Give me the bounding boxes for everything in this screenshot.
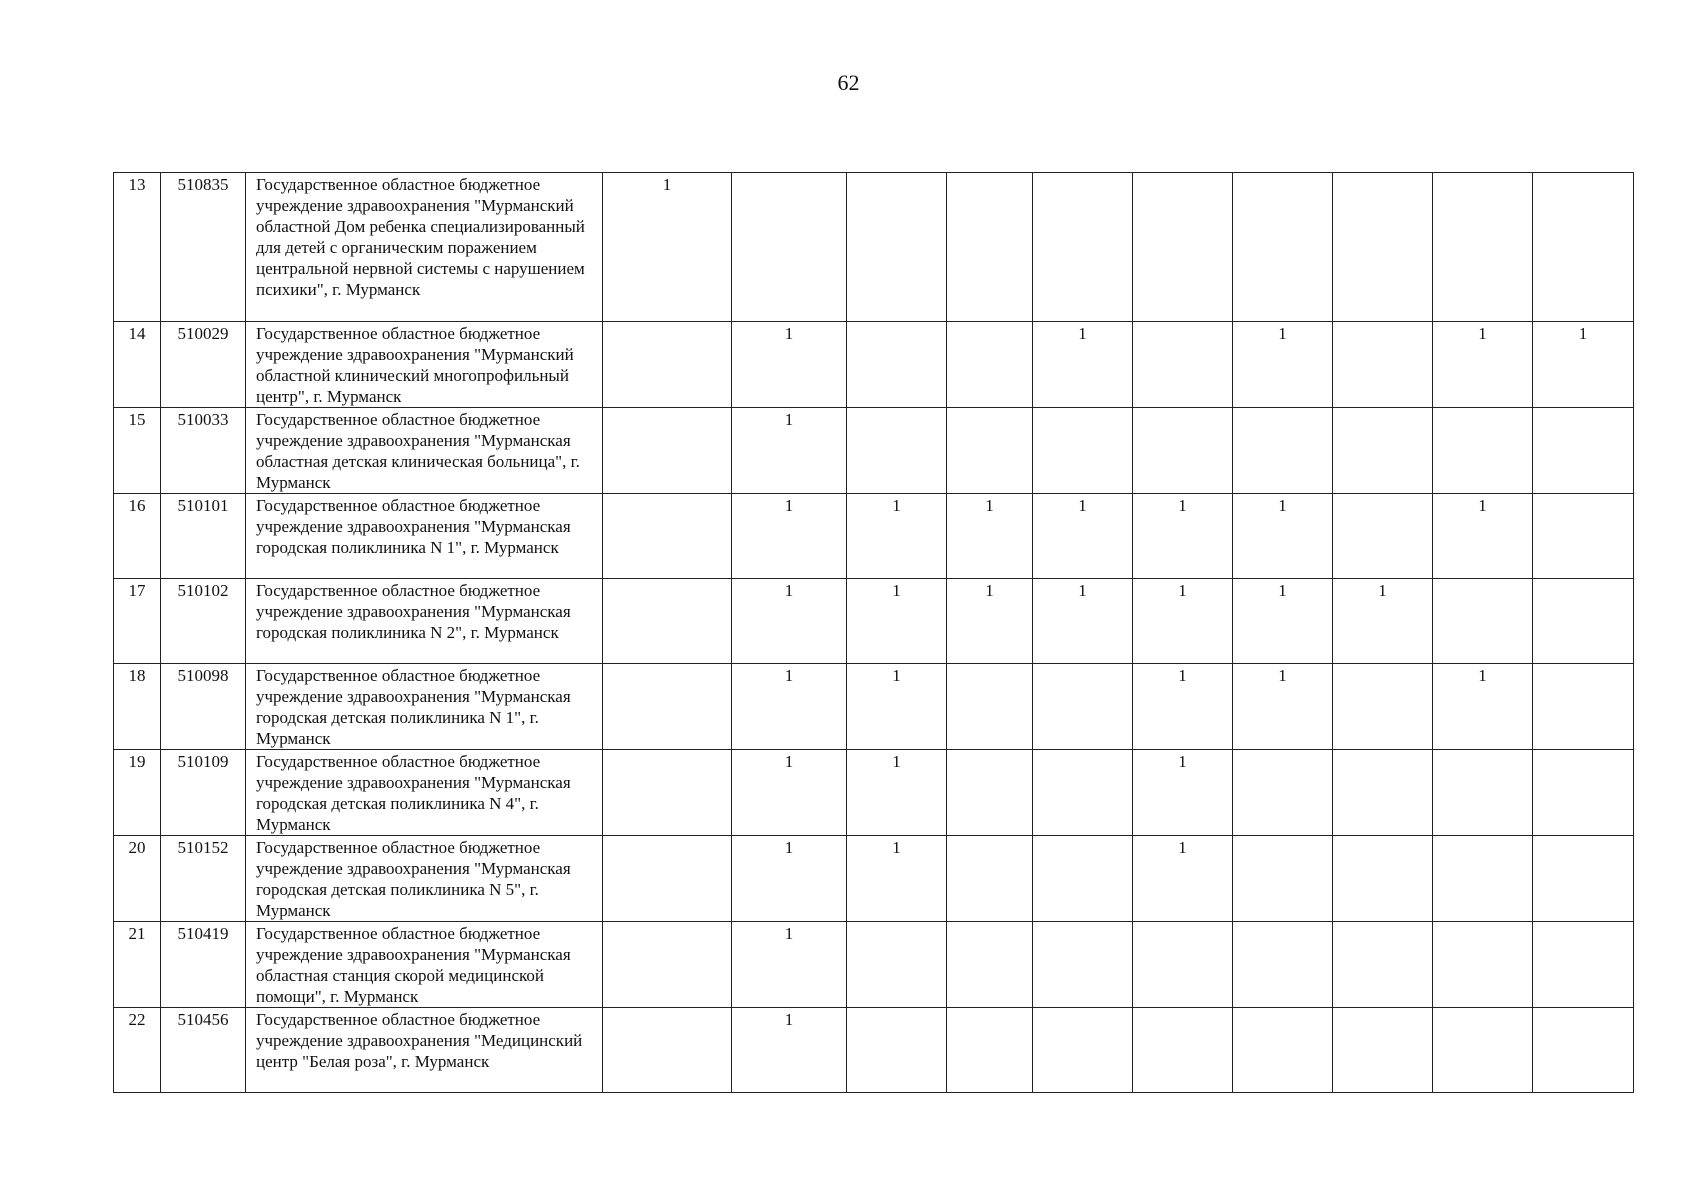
mark-cell: 1: [732, 579, 847, 664]
table-row: [114, 173, 1634, 322]
mark-cell: [603, 922, 732, 1008]
organization-code-cell: 510419: [161, 922, 246, 1008]
mark-cell: 1: [603, 173, 732, 322]
mark-cell: [1033, 173, 1133, 322]
mark-cell: [1033, 1008, 1133, 1093]
row-number-cell: 16: [114, 494, 161, 579]
mark-cell: [947, 664, 1033, 750]
mark-cell: [1033, 922, 1133, 1008]
mark-cell: [947, 322, 1033, 408]
mark-cell: 1: [732, 922, 847, 1008]
mark-cell: 1: [732, 664, 847, 750]
mark-cell: 1: [1233, 579, 1333, 664]
mark-cell: [1333, 750, 1433, 836]
mark-cell: [1533, 408, 1634, 494]
row-number-cell: 14: [114, 322, 161, 408]
mark-cell: 1: [732, 1008, 847, 1093]
organization-name-cell: Государственное областное бюджетное учреждение здравоохранения "Мурманская городская детская поликлиника N 1", г. Мурманск: [246, 664, 603, 750]
organization-name-cell: Государственное областное бюджетное учреждение здравоохранения "Мурманская городская поликлиника N 1", г. Мурманск: [246, 494, 603, 579]
mark-cell: [1333, 1008, 1433, 1093]
mark-cell: [1533, 1008, 1634, 1093]
mark-cell: [1433, 750, 1533, 836]
mark-cell: [1533, 836, 1634, 922]
mark-cell: 1: [1433, 494, 1533, 579]
mark-cell: [947, 836, 1033, 922]
mark-cell: 1: [1033, 322, 1133, 408]
mark-cell: [1233, 750, 1333, 836]
mark-cell: 1: [732, 836, 847, 922]
page-number: 62: [837, 70, 860, 95]
mark-cell: [847, 322, 947, 408]
mark-cell: 1: [732, 408, 847, 494]
organization-code-cell: 510101: [161, 494, 246, 579]
mark-cell: [1333, 664, 1433, 750]
mark-cell: [1133, 322, 1233, 408]
organization-code-cell: 510456: [161, 1008, 246, 1093]
mark-cell: [1033, 750, 1133, 836]
mark-cell: [603, 494, 732, 579]
row-number-cell: 15: [114, 408, 161, 494]
mark-cell: [1133, 173, 1233, 322]
mark-cell: 1: [1533, 322, 1634, 408]
organization-name-cell: Государственное областное бюджетное учреждение здравоохранения "Мурманская городская детская поликлиника N 4", г. Мурманск: [246, 750, 603, 836]
organization-name-cell: Государственное областное бюджетное учреждение здравоохранения "Мурманский областной клинический многопрофильный центр", г. Мурманск: [246, 322, 603, 408]
mark-cell: 1: [947, 579, 1033, 664]
mark-cell: 1: [1233, 664, 1333, 750]
mark-cell: [1133, 1008, 1233, 1093]
organization-name-cell: Государственное областное бюджетное учреждение здравоохранения "Мурманская областная детская клиническая больница", г. Мурманск: [246, 408, 603, 494]
mark-cell: [1433, 836, 1533, 922]
mark-cell: 1: [847, 750, 947, 836]
mark-cell: 1: [1133, 579, 1233, 664]
mark-cell: 1: [1133, 836, 1233, 922]
table-row: [114, 922, 1634, 1008]
organization-code-cell: 510152: [161, 836, 246, 922]
mark-cell: [1433, 173, 1533, 322]
mark-cell: 1: [847, 836, 947, 922]
mark-cell: [1433, 1008, 1533, 1093]
row-number-cell: 17: [114, 579, 161, 664]
mark-cell: 1: [1133, 750, 1233, 836]
mark-cell: [603, 1008, 732, 1093]
table-body: [114, 173, 1634, 1093]
mark-cell: [1133, 922, 1233, 1008]
mark-cell: [847, 922, 947, 1008]
mark-cell: [847, 1008, 947, 1093]
row-number-cell: 22: [114, 1008, 161, 1093]
mark-cell: 1: [732, 322, 847, 408]
table-row: [114, 1008, 1634, 1093]
table-row: [114, 579, 1634, 664]
table-row: [114, 664, 1634, 750]
organization-name-cell: Государственное областное бюджетное учреждение здравоохранения "Медицинский центр "Белая роза", г. Мурманск: [246, 1008, 603, 1093]
mark-cell: [1533, 664, 1634, 750]
organization-code-cell: 510029: [161, 322, 246, 408]
mark-cell: 1: [1433, 664, 1533, 750]
mark-cell: [1233, 173, 1333, 322]
mark-cell: [947, 1008, 1033, 1093]
row-number-cell: 18: [114, 664, 161, 750]
mark-cell: 1: [847, 579, 947, 664]
mark-cell: 1: [1433, 322, 1533, 408]
table-row: [114, 750, 1634, 836]
mark-cell: [947, 408, 1033, 494]
table-row: [114, 408, 1634, 494]
mark-cell: [947, 750, 1033, 836]
mark-cell: [1233, 922, 1333, 1008]
mark-cell: [603, 750, 732, 836]
mark-cell: [603, 579, 732, 664]
mark-cell: 1: [1333, 579, 1433, 664]
mark-cell: 1: [1133, 664, 1233, 750]
mark-cell: [1533, 494, 1634, 579]
table-row: [114, 494, 1634, 579]
mark-cell: 1: [1033, 579, 1133, 664]
mark-cell: [603, 322, 732, 408]
mark-cell: 1: [732, 494, 847, 579]
mark-cell: [1433, 922, 1533, 1008]
mark-cell: [1333, 494, 1433, 579]
mark-cell: [1033, 664, 1133, 750]
mark-cell: 1: [947, 494, 1033, 579]
mark-cell: [947, 922, 1033, 1008]
organization-name-cell: Государственное областное бюджетное учреждение здравоохранения "Мурманский областной Дом ребенка специализированный для детей с органическим поражением центральной нервной системы с нарушением психики", г. Мурманск: [246, 173, 603, 322]
mark-cell: [947, 173, 1033, 322]
mark-cell: [1033, 836, 1133, 922]
mark-cell: [847, 173, 947, 322]
organization-code-cell: 510102: [161, 579, 246, 664]
mark-cell: [1233, 836, 1333, 922]
row-number-cell: 21: [114, 922, 161, 1008]
mark-cell: [1233, 1008, 1333, 1093]
row-number-cell: 13: [114, 173, 161, 322]
table-row: [114, 322, 1634, 408]
mark-cell: [603, 664, 732, 750]
organization-name-cell: Государственное областное бюджетное учреждение здравоохранения "Мурманская городская детская поликлиника N 5", г. Мурманск: [246, 836, 603, 922]
organization-code-cell: 510033: [161, 408, 246, 494]
organization-code-cell: 510835: [161, 173, 246, 322]
mark-cell: 1: [1133, 494, 1233, 579]
mark-cell: [1133, 408, 1233, 494]
table-row: [114, 836, 1634, 922]
mark-cell: [1533, 750, 1634, 836]
mark-cell: [1533, 579, 1634, 664]
mark-cell: [1333, 922, 1433, 1008]
mark-cell: [1433, 408, 1533, 494]
mark-cell: [1033, 408, 1133, 494]
mark-cell: [603, 836, 732, 922]
organization-code-cell: 510098: [161, 664, 246, 750]
mark-cell: 1: [1233, 494, 1333, 579]
mark-cell: 1: [1033, 494, 1133, 579]
mark-cell: [603, 408, 732, 494]
mark-cell: 1: [847, 494, 947, 579]
organization-name-cell: Государственное областное бюджетное учреждение здравоохранения "Мурманская областная станция скорой медицинской помощи", г. Мурманск: [246, 922, 603, 1008]
mark-cell: [732, 173, 847, 322]
mark-cell: [1233, 408, 1333, 494]
mark-cell: 1: [847, 664, 947, 750]
mark-cell: [847, 408, 947, 494]
mark-cell: [1333, 322, 1433, 408]
mark-cell: 1: [1233, 322, 1333, 408]
mark-cell: [1533, 922, 1634, 1008]
mark-cell: [1533, 173, 1634, 322]
mark-cell: [1333, 836, 1433, 922]
row-number-cell: 19: [114, 750, 161, 836]
mark-cell: [1333, 173, 1433, 322]
organization-name-cell: Государственное областное бюджетное учреждение здравоохранения "Мурманская городская поликлиника N 2", г. Мурманск: [246, 579, 603, 664]
medical-organizations-table: [113, 172, 1634, 1093]
mark-cell: 1: [732, 750, 847, 836]
row-number-cell: 20: [114, 836, 161, 922]
mark-cell: [1433, 579, 1533, 664]
organization-code-cell: 510109: [161, 750, 246, 836]
mark-cell: [1333, 408, 1433, 494]
